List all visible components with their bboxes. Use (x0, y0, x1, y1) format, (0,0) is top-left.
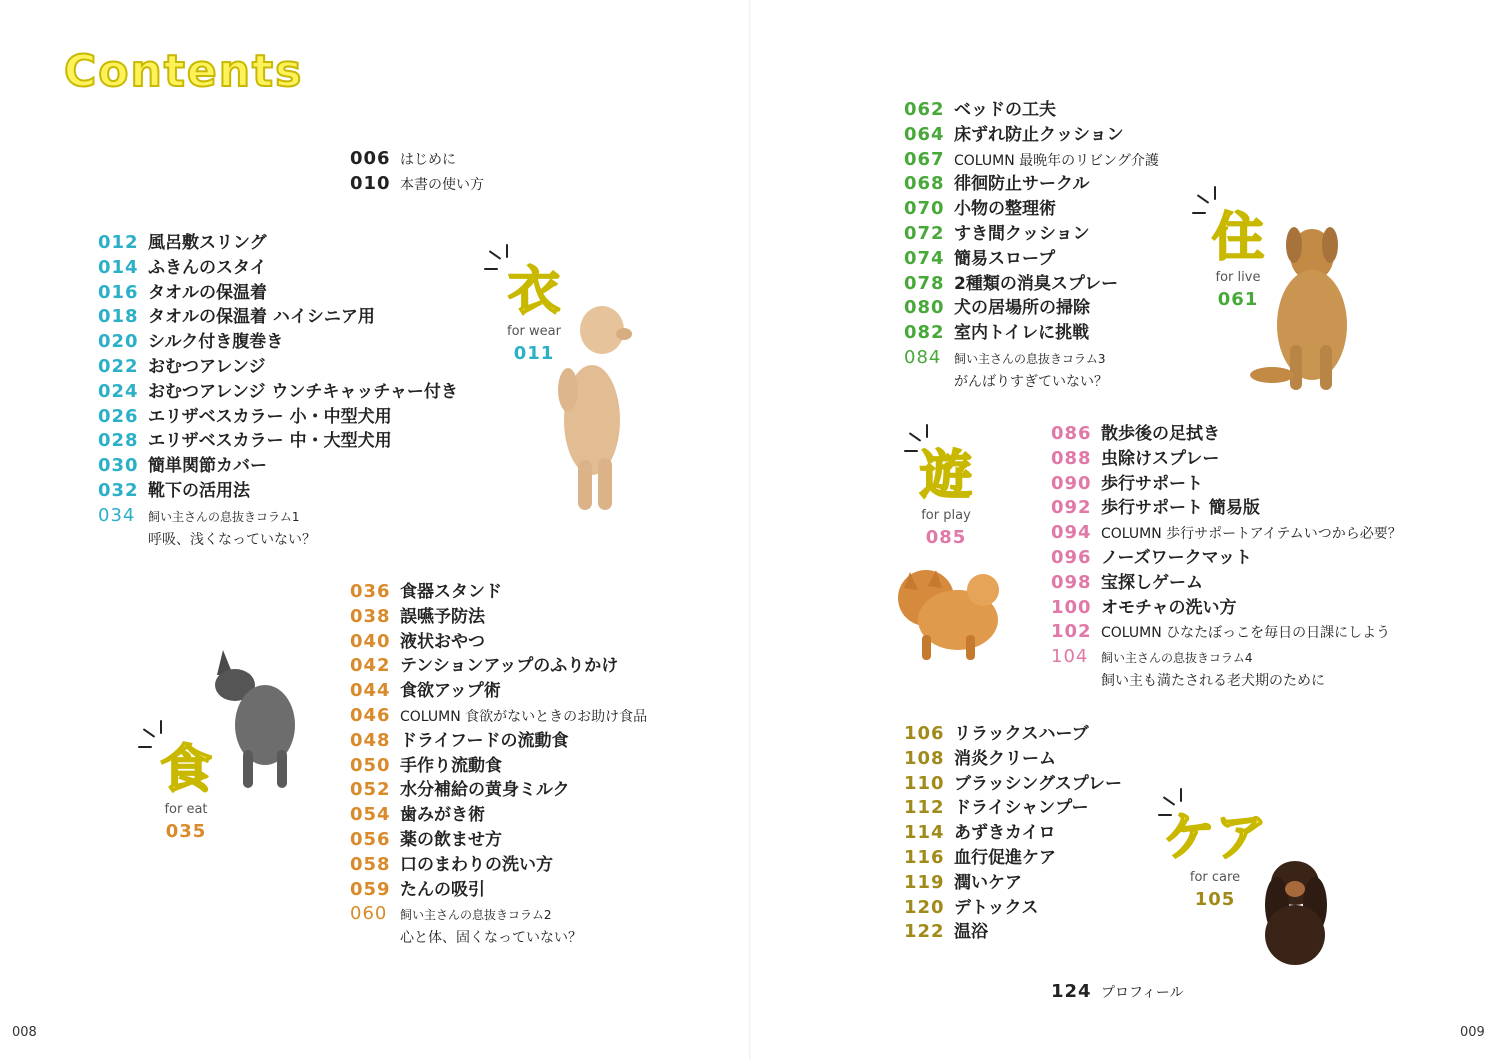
eat-page: 035 (165, 821, 207, 842)
play-list (1051, 422, 1402, 692)
play-page: 085 (925, 527, 967, 548)
eat-kanji: 食 (159, 740, 212, 800)
list-item[interactable]: 062 ベッドの工夫 (904, 99, 1056, 120)
page-title: Contents (64, 46, 304, 97)
column-title: がんばりすぎていない？ (954, 373, 1108, 390)
labrador-dog-image (1250, 215, 1365, 395)
care-kanji: ケア (1162, 808, 1267, 868)
play-badge (886, 446, 1006, 548)
live-page: 061 (1217, 289, 1259, 310)
list-item[interactable]: 120 デトックス (904, 896, 1039, 918)
play-en: for play (921, 508, 971, 523)
list-item[interactable]: 122 温浴 (904, 921, 988, 943)
column-item[interactable]: 104 飼い主さんの息抜きコラム4 (1051, 646, 1253, 668)
list-item[interactable]: 106 リラックスハーブ (904, 723, 1089, 744)
dachshund-dog-image (1255, 855, 1345, 970)
list-item[interactable]: 012 風呂敷スリング (98, 232, 267, 253)
list-item[interactable]: 096 ノーズワークマット (1051, 546, 1252, 568)
list-item[interactable]: 056 薬の飲ませ方 (350, 828, 502, 850)
list-item[interactable]: 048 ドライフードの流動食 (350, 729, 569, 751)
list-item[interactable]: 102 COLUMN ひなたぼっこを毎日の日課にしよう (1051, 621, 1391, 643)
list-item[interactable]: 116 血行促進ケア (904, 846, 1056, 868)
column-item[interactable]: 084 飼い主さんの息抜きコラム3 (904, 346, 1106, 368)
list-item[interactable]: 059 たんの吸引 (350, 878, 485, 900)
profile-entry (1051, 980, 1184, 1005)
poodle-dog-image (540, 300, 640, 520)
list-item[interactable]: 022 おむつアレンジ (98, 355, 266, 377)
list-item[interactable]: 086 散歩後の足拭き (1051, 423, 1220, 444)
list-item[interactable]: 040 液状おやつ (350, 630, 485, 652)
list-item[interactable]: 046 COLUMN 食欲がないときのお助け食品 (350, 704, 648, 726)
list-item[interactable]: 026 エリザベスカラー 小・中型犬用 (98, 405, 392, 427)
list-item[interactable]: 082 室内トイレに挑戦 (904, 322, 1090, 344)
list-item[interactable]: 010 本書の使い方 (350, 172, 484, 194)
list-item[interactable]: 088 虫除けスプレー (1051, 447, 1220, 469)
list-item[interactable]: 094 COLUMN 歩行サポートアイテムいつから必要？ (1051, 522, 1402, 544)
list-item[interactable]: 078 2種類の消臭スプレー (904, 272, 1119, 294)
list-item[interactable]: 100 オモチャの洗い方 (1051, 596, 1237, 618)
list-item[interactable]: 018 タオルの保温着 ハイシニア用 (98, 306, 375, 328)
list-item[interactable]: 110 ブラッシングスプレー (904, 772, 1123, 794)
wear-list (98, 231, 458, 551)
list-item[interactable]: 044 食欲アップ術 (350, 680, 501, 702)
list-item[interactable]: 058 口のまわりの洗い方 (350, 853, 553, 875)
list-item[interactable]: 090 歩行サポート (1051, 472, 1203, 494)
list-item[interactable]: 067 COLUMN 最晩年のリビング介護 (904, 148, 1159, 170)
list-item[interactable]: 054 歯みがき術 (350, 804, 485, 826)
care-en: for care (1189, 870, 1241, 885)
live-list (904, 98, 1159, 393)
wear-page: 011 (513, 343, 555, 364)
list-item[interactable]: 030 簡単関節カバー (98, 455, 267, 477)
list-item[interactable]: 064 床ずれ防止クッション (904, 123, 1124, 145)
list-item[interactable]: 016 タオルの保温着 (98, 281, 267, 303)
column-title: 呼吸、浅くなっていない？ (148, 531, 316, 548)
pomeranian-dog-image (888, 560, 1003, 665)
list-item[interactable]: 036 食器スタンド (350, 581, 502, 602)
list-item[interactable]: 070 小物の整理術 (904, 198, 1056, 220)
list-item[interactable]: 068 徘徊防止サークル (904, 173, 1090, 195)
list-item[interactable]: 050 手作り流動食 (350, 754, 502, 776)
list-item[interactable]: 119 潤いケア (904, 871, 1022, 893)
spread-fold (749, 0, 751, 1059)
list-item[interactable]: 108 消炎クリーム (904, 747, 1056, 769)
page-number-right: 009 (1460, 1025, 1485, 1040)
list-item[interactable]: 024 おむつアレンジ ウンチキャッチャー付き (98, 380, 458, 402)
live-en: for live (1215, 270, 1261, 285)
list-item[interactable]: 014 ふきんのスタイ (98, 256, 267, 278)
intro-list (350, 147, 484, 197)
column-title: 飼い主も満たされる老犬期のために (1101, 672, 1325, 689)
list-item[interactable]: 072 すき間クッション (904, 222, 1090, 244)
care-page: 105 (1194, 889, 1236, 910)
eat-list (350, 580, 647, 949)
page-number-left: 008 (12, 1025, 37, 1040)
wear-kanji: 衣 (507, 262, 560, 322)
list-item[interactable]: 124 プロフィール (1051, 981, 1184, 1002)
list-item[interactable]: 092 歩行サポート 簡易版 (1051, 497, 1260, 519)
list-item[interactable]: 028 エリザベスカラー 中・大型犬用 (98, 430, 392, 452)
column-item[interactable]: 060 飼い主さんの息抜きコラム2 (350, 903, 552, 925)
list-item[interactable]: 052 水分補給の黄身ミルク (350, 779, 570, 801)
list-item[interactable]: 042 テンションアップのふりかけ (350, 655, 619, 677)
list-item[interactable]: 080 犬の居場所の掃除 (904, 297, 1090, 319)
list-item[interactable]: 038 誤嚥予防法 (350, 605, 485, 627)
list-item[interactable]: 006 はじめに (350, 148, 456, 169)
wear-en: for wear (507, 324, 561, 339)
play-kanji: 遊 (919, 446, 972, 506)
chihuahua-dog-image (205, 645, 305, 790)
care-list (904, 722, 1122, 945)
list-item[interactable]: 098 宝探しゲーム (1051, 571, 1203, 593)
list-item[interactable]: 074 簡易スロープ (904, 247, 1056, 269)
column-title: 心と体、固くなっていない？ (400, 930, 582, 947)
list-item[interactable]: 114 あずきカイロ (904, 822, 1056, 844)
live-kanji: 住 (1211, 208, 1264, 268)
column-item[interactable]: 034 飼い主さんの息抜きコラム1 (98, 504, 300, 526)
list-item[interactable]: 032 靴下の活用法 (98, 479, 250, 501)
list-item[interactable]: 112 ドライシャンプー (904, 797, 1089, 819)
list-item[interactable]: 020 シルク付き腹巻き (98, 331, 284, 353)
eat-en: for eat (164, 802, 208, 817)
sparkle-icon (138, 724, 178, 754)
